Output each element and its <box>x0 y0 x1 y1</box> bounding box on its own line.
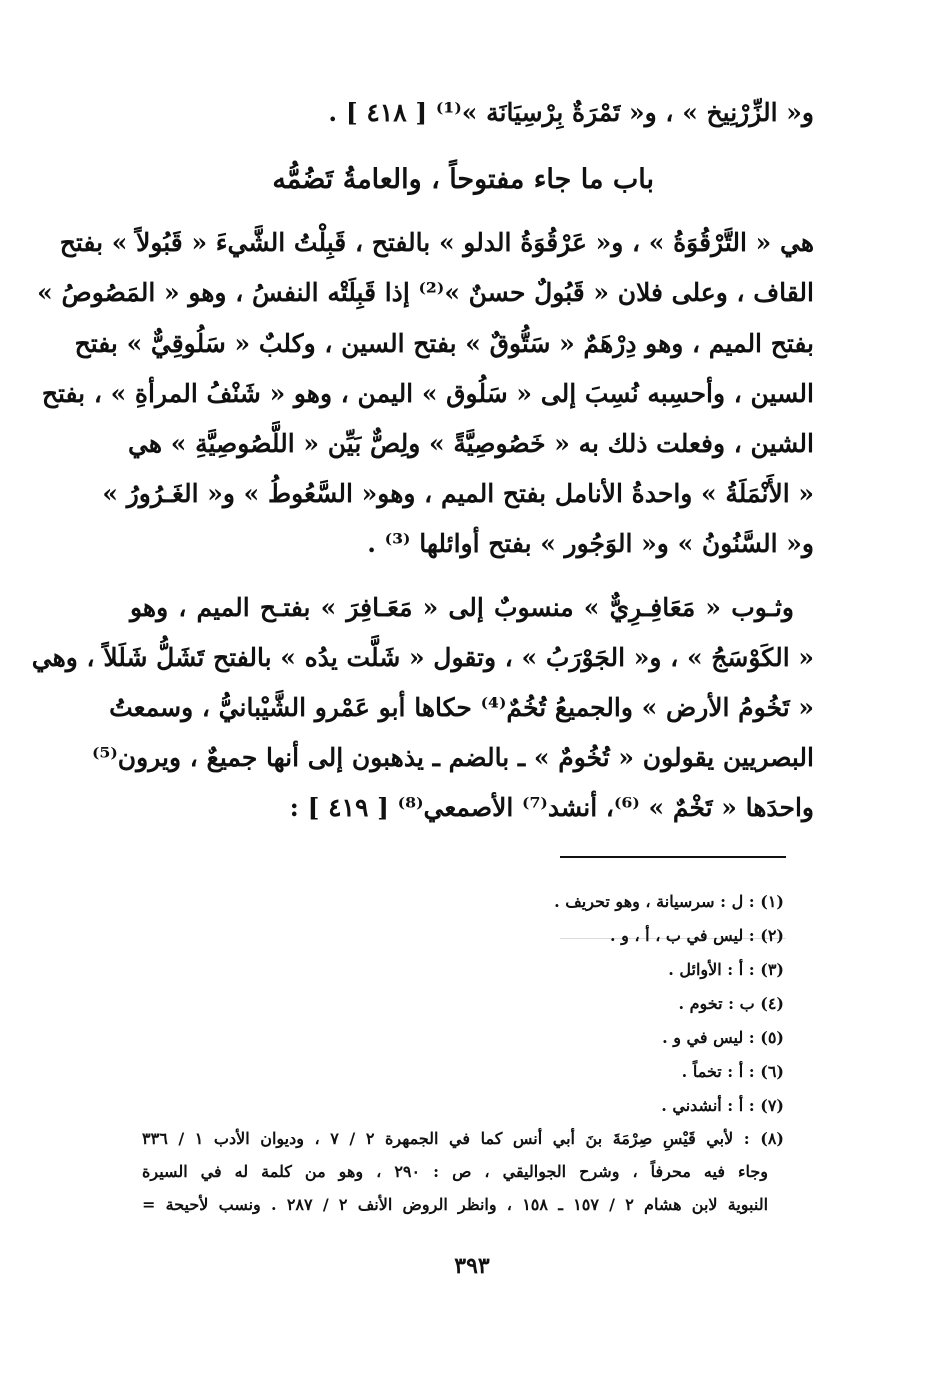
page-number: ٣٩٣ <box>454 1253 490 1279</box>
text-line-11: « تَخُومُ الأرض » والجميعُ تُخُمٌ⁽⁴⁾ حكاها أبو عَمْرو الشَّيْبانيُّ ، وسمعتُ <box>109 693 814 722</box>
text-line-3: القاف ، وعلى فلان « قَبُولٌ حسنٌ »⁽²⁾ إذا قَبِلَتْه النفسُ ، وهو « المَصُوصُ » <box>37 278 814 307</box>
text-line-4: بفتح الميم ، وهو دِرْهَمٌ « سَتُّوقٌ » بفتح السين ، وكلبٌ « سَلُوقِيٌّ » بفتح <box>74 329 814 358</box>
footnote-8-cont-1: وجاء فيه محرفاً ، وشرح الجواليقي ، ص : ٢٩٠ ، وهو من كلمة له في السيرة <box>142 1162 768 1181</box>
text-line-7: « الأَنْمَلَةُ » واحدةُ الأنامل بفتح الميم ، وهو« السَّعُوطُ » و« الغَـرُورُ » <box>102 479 814 508</box>
section-heading: باب ما جاء مفتوحاً ، والعامةُ تَضُمُّه <box>272 164 654 195</box>
footnote-8-cont-2: النبوية لابن هشام ٢ / ١٥٧ ـ ١٥٨ ، وانظر الروض الأنف ٢ / ٢٨٧ . ونسب لأحيحة = <box>142 1195 769 1214</box>
text-line-12: البصريين يقولون « تُخُومٌ » ـ بالضم ـ يذهبون إلى أنها جميعٌ ، ويرون⁽⁵⁾ <box>91 743 814 772</box>
footnote-8: (٨) : لأبي قَيْسِ صِرْمَةَ بنَ أبي أنس كما في الجمهرة ٢ / ٧ ، وديوان الأدب ١ / ٣٣٦ <box>142 1129 784 1148</box>
footnote-3: (٣) : أ : الأوائل . <box>668 960 784 979</box>
footnote-divider <box>560 856 786 858</box>
footnote-2: (٢) : ليس في ب ، أ ، و . <box>610 926 784 945</box>
text-line-13: واحدَها « تَخْمٌ » ⁽⁶⁾، أنشد⁽⁷⁾ الأصمعي⁽⁸⁾ [ ٤١٩ ] : <box>289 793 814 822</box>
footnote-5: (٥) : ليس في و . <box>662 1028 784 1047</box>
text-line-5: السين ، وأحسِبه نُسِبَ إلى « سَلُوق » اليمن ، وهو « شَنْفُ المرأةِ » ، بفتح <box>41 379 814 408</box>
text-line-2: هي « التَّرْقُوَةُ » ، و« عَرْقُوَةُ الدلو » بالفتح ، قَبِلْتُ الشَّيءَ « قَبُولاً » بفتح <box>59 228 814 257</box>
text-line-6: الشين ، وفعلت ذلك به « خَصُوصِيَّةً » ولِصٌّ بَيِّن « اللَّصُوصِيَّةِ » هي <box>128 429 814 458</box>
text-line-10: « الكَوْسَجُ » ، و« الجَوْرَبُ » ، وتقول « شَلَّت يدُه » بالفتح تَشَلُّ شَلَلاً ، وهي <box>31 643 814 672</box>
footnote-4: (٤) ب : تخوم . <box>678 994 784 1013</box>
text-line-9: وثـوب « مَعَافِـرِيٌّ » منسوبٌ إلى « مَعَـافِرَ » بفتـح الميم ، وهو <box>130 593 794 622</box>
footnote-7: (٧) : أ : أنشدني . <box>661 1096 784 1115</box>
footnote-1: (١) : ل : سرسيانة ، وهو تحريف . <box>554 892 784 911</box>
text-line-8: و« السَّنُونُ » و« الوَجُور » بفتح أوائلها ⁽³⁾ . <box>367 529 814 558</box>
footnote-6: (٦) : أ : تخماً . <box>681 1062 784 1081</box>
text-line-1: و« الزِّرْنِيخ » ، و« تَمْرَةٌ بِرْسِيَانَة »⁽¹⁾ [ ٤١٨ ] . <box>328 98 814 127</box>
